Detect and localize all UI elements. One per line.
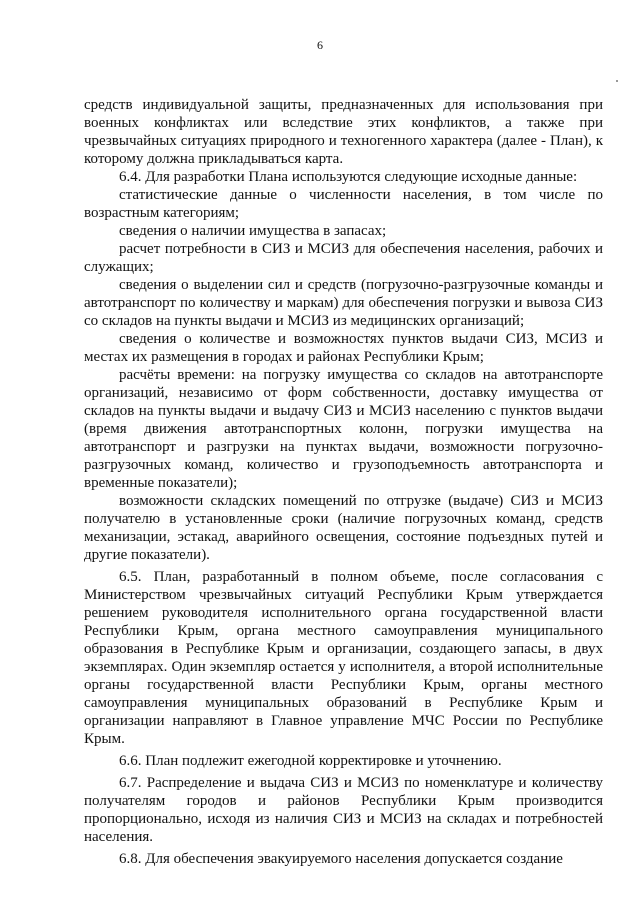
paragraph: расчет потребности в СИЗ и МСИЗ для обеспечения населения, рабочих и служащих; xyxy=(84,241,603,275)
paragraph: средств индивидуальной защиты, предназначенных для использования при военных конфликтах или вследствие этих конфликтов, а также при чрезвычайных ситуациях природного и техногенного характера (далее - План), к которому должна прикладываться карта. xyxy=(84,97,603,167)
paragraph: 6.6. План подлежит ежегодной корректировке и уточнению. xyxy=(119,753,502,769)
paragraph: статистические данные о численности населения, в том числе по возрастным категориям; xyxy=(84,187,603,221)
scan-mark xyxy=(616,80,618,82)
paragraph: сведения о выделении сил и средств (погрузочно-разгрузочные команды и автотранспорт по количеству и маркам) для обеспечения погрузки и вывоза СИЗ со складов на пункты выдачи и МСИЗ из медицинских организаций; xyxy=(84,277,603,329)
paragraph: сведения о наличии имущества в запасах; xyxy=(119,223,387,239)
paragraph: возможности складских помещений по отгрузке (выдаче) СИЗ и МСИЗ получателю в установленные сроки (наличие погрузочных команд, средств механизации, эстакад, аварийного освещения, состояние подъездных путей и другие показатели). xyxy=(84,493,603,563)
paragraph: 6.7. Распределение и выдача СИЗ и МСИЗ по номенклатуре и количеству получателям городов и районов Республики Крым производится пропорционально, исходя из наличия СИЗ и МСИЗ на складах и потребностей населения. xyxy=(84,775,603,845)
document-body xyxy=(84,96,603,868)
paragraph: 6.8. Для обеспечения эвакуируемого населения допускается создание xyxy=(119,851,563,867)
paragraph: сведения о количестве и возможностях пунктов выдачи СИЗ, МСИЗ и местах их размещения в городах и районах Республики Крым; xyxy=(84,331,603,365)
paragraph: расчёты времени: на погрузку имущества со складов на автотранспорте организаций, независимо от форм собственности, доставку имущества от складов на пункты выдачи и выдачу СИЗ и МСИЗ населению с пунктов выдачи (время движения автотранспортных колонн, погрузки имущества на автотранспорт и разгрузки на пунктах выдачи, возможности погрузочно-разгрузочных команд, количество и грузоподъемность автотранспорта и временные показатели); xyxy=(84,367,603,491)
paragraph: 6.5. План, разработанный в полном объеме, после согласования с Министерством чрезвычайных ситуаций Республики Крым утверждается решением руководителя исполнительного органа государственной власти Республики Крым, органа местного самоуправления муниципального образования в Республике Крым и организации, создающего запасы, в двух экземплярах. Один экземпляр остается у исполнителя, а второй исполнительные органы государственной власти Республики Крым, органы местного самоуправления муниципальных образований в Республике Крым и организации направляют в Главное управление МЧС России по Республике Крым. xyxy=(84,569,603,747)
page-number: 6 xyxy=(317,38,323,52)
paragraph: 6.4. Для разработки Плана используются следующие исходные данные: xyxy=(119,169,578,185)
